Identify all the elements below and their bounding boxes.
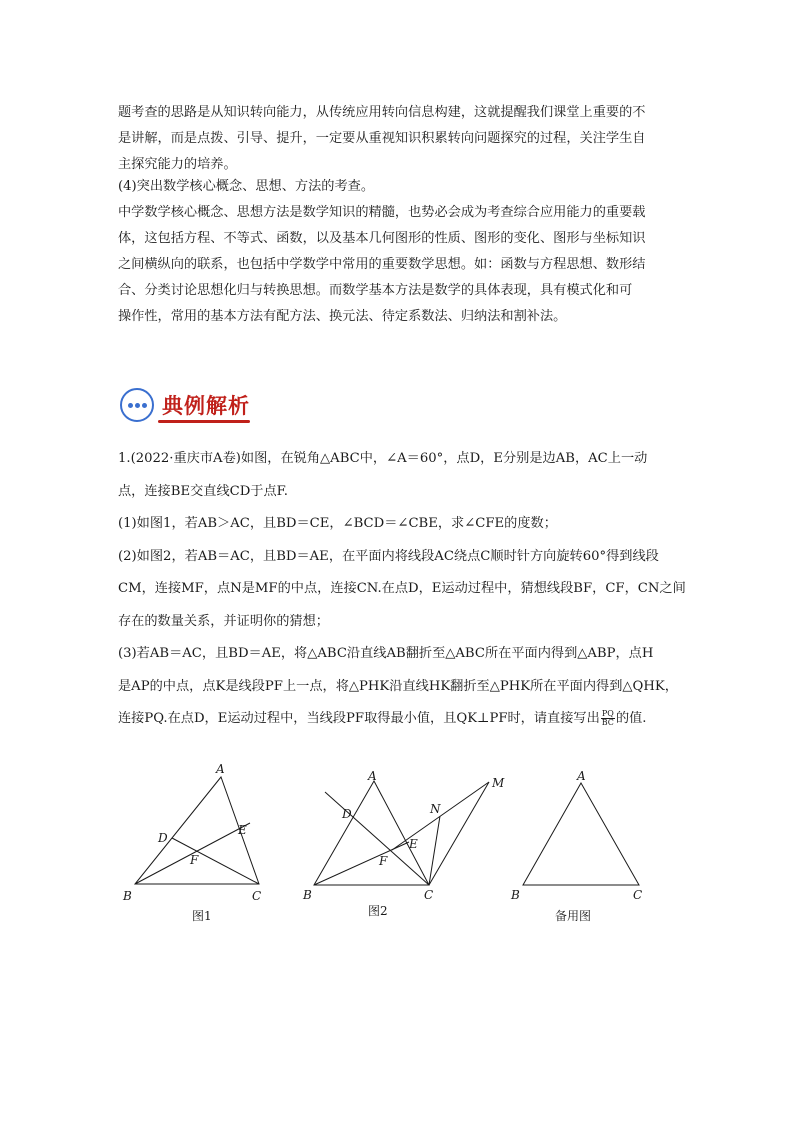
section-title-underline: [158, 420, 250, 423]
fig1-label-b: B: [123, 889, 132, 903]
fig2-label-n: N: [430, 802, 441, 816]
fig1-segment-cd: [172, 838, 259, 884]
intro-line-3: 主探究能力的培养。: [118, 157, 237, 172]
problem-line-2: 点，连接BE交直线CD于点F.: [118, 483, 288, 499]
problem-line-6: 存在的数量关系，并证明你的猜想；: [118, 613, 329, 629]
point4-line-5: 操作性，常用的基本方法有配方法、换元法、待定系数法、归纳法和割补法。: [118, 309, 567, 324]
figure-2: [300, 765, 515, 925]
fig2-label-m: M: [492, 776, 505, 790]
fig1-label-c: C: [252, 889, 262, 903]
problem-line-5: CM，连接MF，点N是MF的中点，连接CN.在点D，E运动过程中，猜想线段BF，CF，CN之间: [118, 581, 686, 596]
fig2-label-e: E: [409, 837, 418, 851]
fig2-label-d: D: [342, 807, 352, 821]
spare-triangle-abc: [523, 783, 639, 885]
figure-1: [118, 760, 278, 930]
problem-line-9: [118, 703, 678, 736]
fig1-label-f: F: [190, 853, 199, 867]
point4-line-1: 中学数学核心概念、思想方法是数学知识的精髓，也势必会成为考查综合应用能力的重要载: [118, 205, 646, 220]
spare-caption: 备用图: [555, 909, 592, 923]
intro-line-1: 题考查的思路是从知识转向能力，从传统应用转向信息构建，这就提醒我们课堂上重要的不: [118, 105, 646, 120]
fig2-label-b: B: [303, 888, 312, 902]
section-title: [118, 384, 378, 428]
point4-line-3: 之间横纵向的联系，也包括中学数学中常用的重要数学思想。如：函数与方程思想、数形结: [118, 257, 646, 272]
fig2-label-f: F: [379, 854, 388, 868]
fig2-segment-fm: [392, 782, 489, 850]
figure-spare: [505, 765, 655, 930]
problem-line-9-before: 连接PQ.在点D，E运动过程中，当线段PF取得最小值，且QK⊥PF时，请直接写出: [118, 711, 600, 726]
fig2-segment-cm: [429, 782, 489, 885]
problem-line-4: (2)如图2，若AB＝AC，且BD＝AE，在平面内将线段AC绕点C顺时针方向旋转60°得到线段: [118, 548, 659, 564]
fraction-pq-bc: [601, 710, 615, 727]
fraction-denominator: BC: [601, 718, 614, 727]
section-title-text: 典例解析: [162, 394, 250, 418]
fig2-caption: 图2: [368, 904, 388, 918]
intro-paragraph: [118, 100, 678, 178]
point4-line-2: 体，这包括方程、不等式、函数，以及基本几何图形的性质、图形的变化、图形与坐标知识: [118, 231, 646, 246]
problem-line-8: 是AP的中点，点K是线段PF上一点，将△PHK沿直线HK翻折至△PHK所在平面内得到△QHK，: [118, 678, 678, 694]
spare-label-a: A: [577, 769, 586, 783]
fig2-label-c: C: [424, 888, 434, 902]
fig1-label-d: D: [158, 831, 168, 845]
fig1-label-e: E: [238, 823, 247, 837]
problem-line-1: 1.(2022·重庆市A卷)如图，在锐角△ABC中，∠A＝60°，点D，E分别是边AB，AC上一动: [118, 451, 648, 466]
point4-line-4: 合、分类讨论思想化归与转换思想。而数学基本方法是数学的具体表现，具有模式化和可: [118, 283, 633, 298]
problem-block: [118, 443, 686, 736]
problem-line-7: (3)若AB＝AC，且BD＝AE，将△ABC沿直线AB翻折至△ABC所在平面内得到△ABP，点H: [118, 646, 654, 661]
spare-label-c: C: [633, 888, 643, 902]
point4-block: [118, 174, 678, 330]
spare-label-b: B: [511, 888, 520, 902]
fig2-label-a: A: [368, 769, 377, 783]
point4-heading: (4)突出数学核心概念、思想、方法的考查。: [118, 179, 375, 194]
ellipsis-circle-icon: [120, 388, 154, 422]
fig1-label-a: A: [216, 762, 225, 776]
problem-line-3: (1)如图1，若AB＞AC，且BD＝CE，∠BCD＝∠CBE，求∠CFE的度数；: [118, 516, 557, 531]
problem-line-9-after: 的值.: [615, 711, 647, 726]
fraction-numerator: PQ: [601, 709, 614, 718]
fig1-caption: 图1: [192, 909, 212, 923]
intro-line-2: 是讲解，而是点拨、引导、提升，一定要从重视知识积累转向问题探究的过程，关注学生自: [118, 131, 646, 146]
